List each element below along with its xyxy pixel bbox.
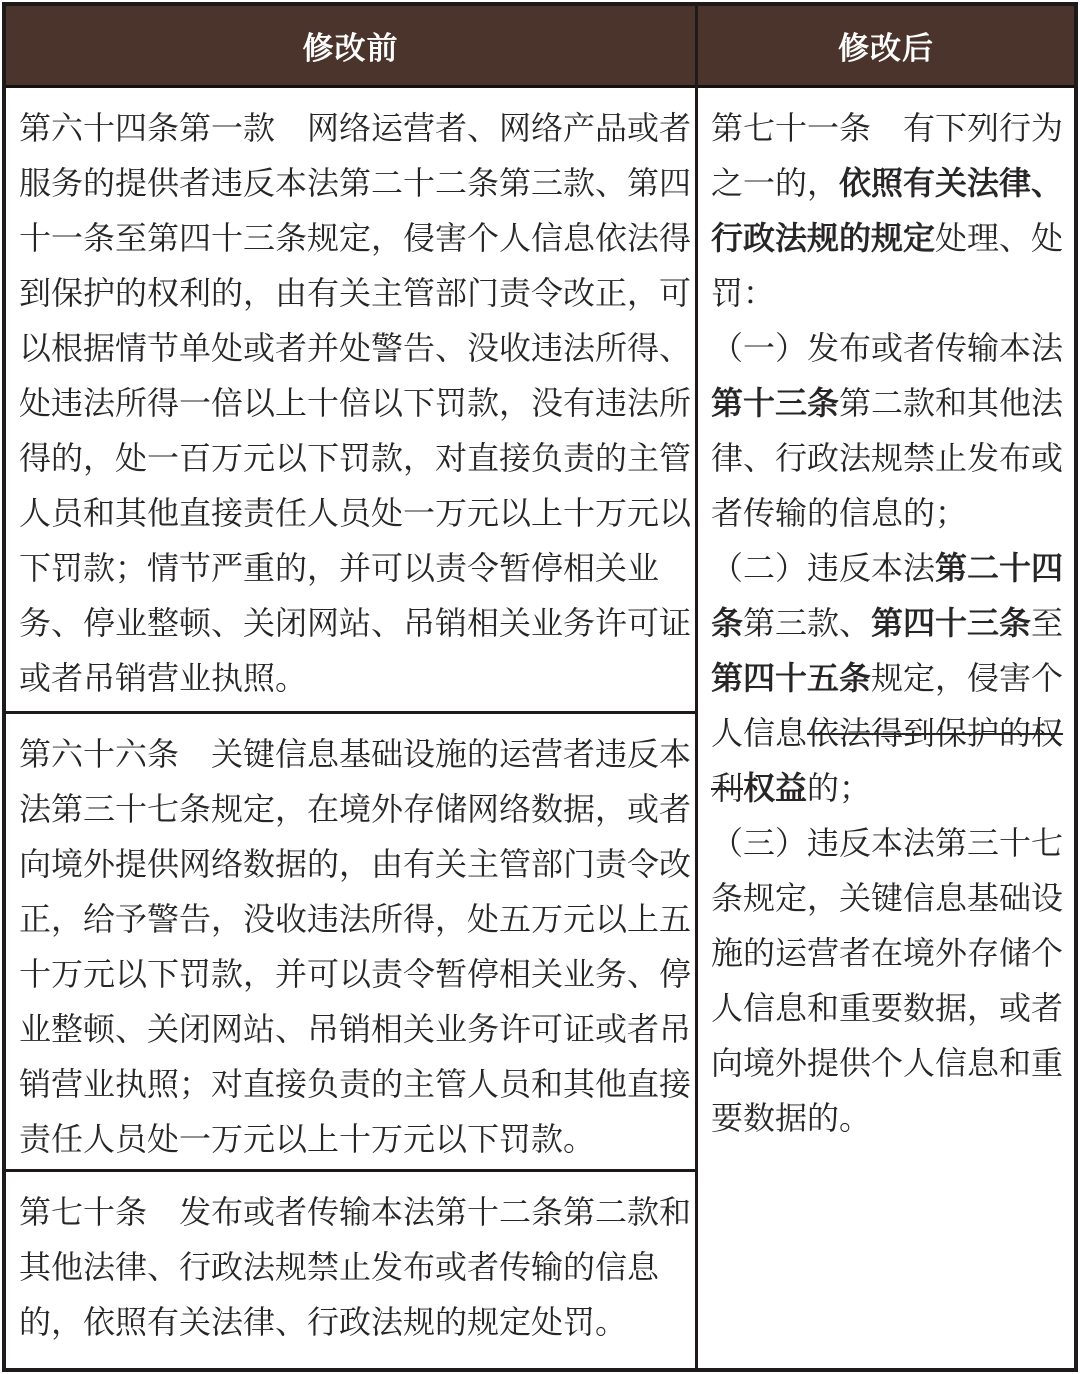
text-run: 第六十六条 关键信息基础设施的运营者违反本法第三十七条规定，在境外存储网络数据，或者向境外提供网络数据的，由有关主管部门责令改正，给予警告，没收违法所得，处五万元以上五十万元以下罚款，并可以责令暂停相关业务、停业整顿、关闭网站、吊销相关业务许可证或者吊销营业执照；对直接负责的主管人员和其他直接责任人员处一万元以上十万元以下罚款。 — [19, 736, 692, 1157]
paragraph — [19, 101, 693, 706]
column-after — [698, 6, 1074, 1368]
text-run: 第七十一条 有下列行为之一的， — [711, 110, 1064, 201]
paragraph — [711, 101, 1069, 321]
header-after: 修改后 — [698, 6, 1074, 88]
paragraph — [711, 541, 1069, 816]
emphasized-text: 第二十四条 — [711, 550, 1064, 641]
text-run: 处理、处罚： — [711, 220, 1064, 311]
text-run: （二）违反本法 — [711, 550, 936, 586]
before-article-70-cell — [6, 1172, 695, 1368]
text-run: （三）违反本法第三十七条规定，关键信息基础设施的运营者在境外存储个人信息和重要数据，或者向境外提供个人信息和重要数据的。 — [711, 825, 1064, 1136]
emphasized-text: 权益 — [743, 770, 808, 806]
emphasized-text: 第十三条 — [711, 385, 840, 421]
text-run: 第二款和其他法律、行政法规禁止发布或者传输的信息的； — [711, 385, 1064, 531]
paragraph — [711, 321, 1069, 541]
before-article-66-cell — [6, 714, 695, 1172]
before-article-64-cell — [6, 88, 695, 714]
text-run: 第七十条 发布或者传输本法第十二条第二款和其他法律、行政法规禁止发布或者传输的信息的，依照有关法律、行政法规的规定处罚。 — [19, 1194, 692, 1340]
text-run: 第六十四条第一款 网络运营者、网络产品或者服务的提供者违反本法第二十二条第三款、第四十一条至第四十三条规定，侵害个人信息依法得到保护的权利的，由有关主管部门责令改正，可以根据情节单处或者并处警告、没收违法所得、处违法所得一倍以上十倍以下罚款，没有违法所得的，处一百万元以下罚款，对直接负责的主管人员和其他直接责任人员处一万元以上十万元以下罚款；情节严重的，并可以责令暂停相关业务、停业整顿、关闭网站、吊销相关业务许可证或者吊销营业执照。 — [19, 110, 692, 696]
emphasized-text: 依照有关法律、行政法规的规定 — [711, 165, 1064, 256]
after-article-71-cell — [698, 88, 1074, 1368]
text-run: （一）发布或者传输本法 — [711, 330, 1064, 366]
text-run: 规定，侵害个人信息 — [711, 660, 1064, 751]
struck-text: 依法得到保护的权利 — [711, 715, 1064, 806]
paragraph — [19, 1185, 693, 1350]
law-comparison-table — [2, 2, 1078, 1372]
header-before: 修改前 — [6, 6, 695, 88]
text-run: 的； — [807, 770, 872, 806]
emphasized-text: 第四十三条 — [871, 605, 1032, 641]
text-run: 第三款、 — [743, 605, 872, 641]
paragraph — [19, 727, 693, 1167]
text-run: 至 — [1031, 605, 1064, 641]
emphasized-text: 第四十五条 — [711, 660, 872, 696]
paragraph — [711, 816, 1069, 1146]
column-before — [6, 6, 698, 1368]
